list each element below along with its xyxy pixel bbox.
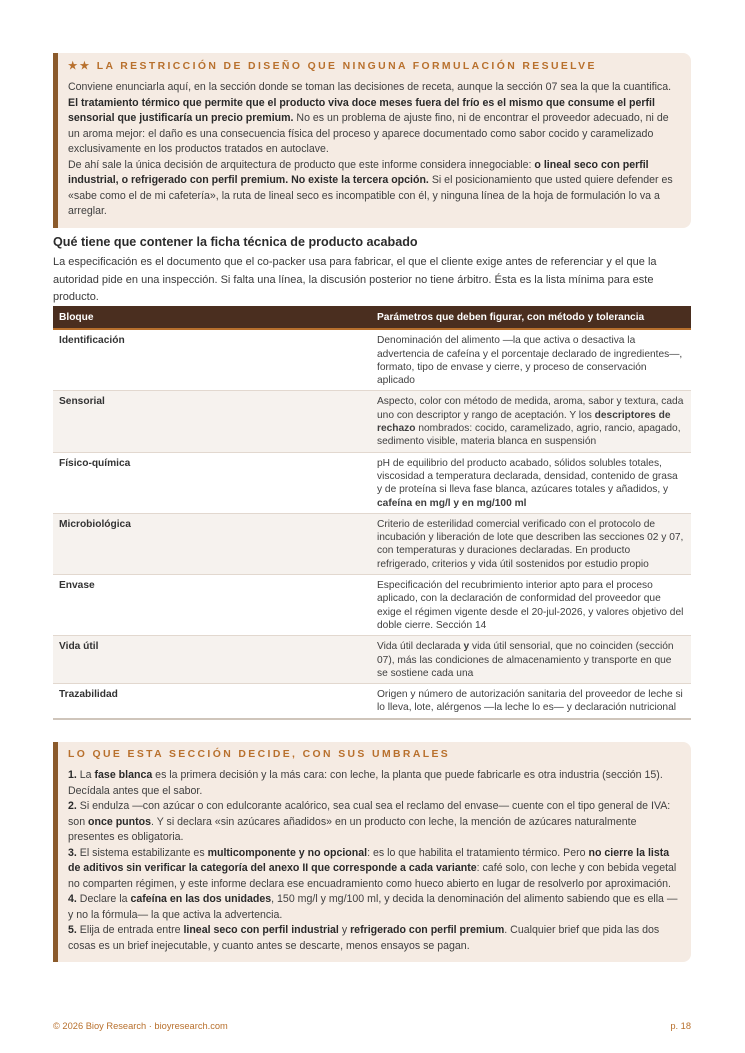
table-row <box>53 513 691 574</box>
column-header-block: Bloque <box>53 306 371 329</box>
item-text: : café solo, con leche y con bebida vegetal no comparten régimen, y este informe declara ese encuadramiento como hueco abierto en lugar de resolverlo por aproximación. <box>68 862 677 890</box>
row-params: Especificación del recubrimiento interior apto para el proceso aplicado, con la declaración de conformidad del proveedor que exige el régimen vigente desde el 20-jul-2026, y valores objetivo del doble cierre. Sección 14 <box>371 575 691 636</box>
callout-emphasis: o lineal seco con perfil industrial, o refrigerado con perfil premium. No existe la tercera opción. <box>68 158 649 186</box>
item-text: y <box>338 924 351 936</box>
row-params <box>371 452 691 513</box>
decisions-callout <box>53 742 691 962</box>
page-number: p. 18 <box>670 1021 691 1031</box>
callout-title: LO QUE ESTA SECCIÓN DECIDE, CON SUS UMBRALES <box>68 749 451 760</box>
item-number: 5. <box>68 924 77 936</box>
cell-text: Vida útil declarada <box>377 641 464 653</box>
table-header-row <box>53 306 691 329</box>
section-heading: Qué tiene que contener la ficha técnica de producto acabado <box>53 235 418 249</box>
section-intro: La especificación es el documento que el co-packer usa para fabricar, el que el cliente exige antes de referenciar y el que la autoridad pide en una inspección. Si falta una línea, la discusión posterior no tiene árbitro. Ésta es la lista mínima para este producto. <box>53 256 657 303</box>
callout-text: Conviene enunciarla aquí, en la sección donde se toman las decisiones de receta, aunque la sección 07 sea la que la cuantifica. <box>68 81 672 93</box>
callout-text: No es un problema de ajuste fino, ni de encontrar el proveedor adecuado, ni de un aroma mejor: el daño es una consecuencia física del proceso y aparece documentado como sabor cocido y caramelizado exclusivamente en los productos tratados en autoclave. <box>68 112 669 155</box>
item-text: Elija de entrada entre <box>76 924 184 936</box>
cell-text: nombrados: cocido, caramelizado, agrio, rancio, apagado, sedimento visible, materia blanca en suspensión <box>377 423 681 448</box>
item-number: 3. <box>68 846 77 859</box>
item-text: , 150 mg/l y mg/100 ml, y decida la denominación del alimento sabiendo que es ella —y no la fórmula— la que activa la advertencia. <box>68 893 678 921</box>
table-row <box>53 575 691 636</box>
table-row <box>53 391 691 452</box>
row-params <box>371 636 691 684</box>
callout-body <box>68 768 681 954</box>
row-block: Sensorial <box>53 391 371 452</box>
page-footer <box>53 1021 691 1031</box>
callout-emphasis: El tratamiento térmico que permite que el producto viva doce meses fuera del frío es el mismo que consume el perfil sensorial que justificaría un precio premium. <box>68 96 655 124</box>
cell-text: pH de equilibrio del producto acabado, sólidos solubles totales, viscosidad a temperatura declarada, densidad, contenido de grasa y de proteína si lleva fase blanca, azúcares totales y añadidos, y <box>377 457 678 496</box>
column-header-params: Parámetros que deben figurar, con método y tolerancia <box>371 306 691 329</box>
row-block: Identificación <box>53 329 371 391</box>
callout-text: Si el posicionamiento que usted quiere defender es «sabe como el de mi cafetería», la ruta de lineal seco es incompatible con él, y ninguna línea de la hoja de formulación lo va a arreglar. <box>68 174 673 217</box>
item-number: 4. <box>68 893 77 905</box>
table-row <box>53 636 691 684</box>
callout-title: ★★ LA RESTRICCIÓN DE DISEÑO QUE NINGUNA FORMULACIÓN RESUELVE <box>68 61 597 72</box>
row-block: Microbiológica <box>53 513 371 574</box>
table-row <box>53 684 691 719</box>
item-text: . Cualquier brief que pida las dos cosas es un brief inejecutable, y cuanto antes se descarte, menos ensayos se pagan. <box>68 924 660 952</box>
callout-body <box>68 80 681 220</box>
item-text: El sistema estabilizante es <box>76 846 208 859</box>
item-text: La <box>76 769 95 781</box>
item-emphasis: multicomponente y no opcional <box>207 846 368 859</box>
item-emphasis: refrigerado con perfil premium <box>350 924 505 936</box>
item-emphasis: lineal seco con perfil industrial <box>183 924 339 936</box>
restriction-callout <box>53 53 691 228</box>
cell-emphasis: descriptores de rechazo <box>377 409 671 435</box>
row-block: Envase <box>53 575 371 636</box>
cell-emphasis: cafeína en mg/l y en mg/100 ml <box>377 497 527 509</box>
cell-text: vida útil sensorial, que no coinciden (sección 07), más las condiciones de almacenamiento y transporte en que se sostiene cada una <box>377 641 674 679</box>
item-number: 2. <box>68 800 77 812</box>
row-params: Origen y número de autorización sanitaria del proveedor de leche si lo lleva, lote, alérgenos —la leche lo es— y declaración nutricional <box>371 684 691 719</box>
cell-text: Aspecto, color con método de medida, aroma, sabor y textura, cada uno con descriptor y rango de aceptación. Y los <box>377 396 684 421</box>
spec-table <box>53 306 691 720</box>
row-block: Vida útil <box>53 636 371 684</box>
item-text: . Y si declara «sin azúcares añadidos» en un producto con leche, la mención de azúcares naturalmente presentes es obligatoria. <box>68 815 637 843</box>
table-row <box>53 329 691 391</box>
row-params: Denominación del alimento —la que activa o desactiva la advertencia de cafeína y el porcentaje declarado de ingredientes—, formato, tipo de envase y cierre, y proceso de conservación aplicado <box>371 329 691 391</box>
item-text: es la primera decisión y la más cara: con leche, la planta que puede fabricarle es otra industria (sección 15). Decídala antes que el sabor. <box>68 769 663 797</box>
item-number: 1. <box>68 769 77 781</box>
item-text: Si endulza —con azúcar o con edulcorante acalórico, sea cual sea el reclamo del envase— cuente con el tipo general de IVA: son <box>68 800 671 828</box>
row-params <box>371 391 691 452</box>
item-text: : es lo que habilita el tratamiento térmico. Pero <box>367 846 589 859</box>
cell-emphasis: y <box>463 641 470 653</box>
row-params: Criterio de esterilidad comercial verificado con el protocolo de incubación y liberación de lote que describen las secciones 02 y 07, con temperaturas y duraciones declaradas. En producto refrigerado, criterios y vida útil sostenidos por estudio propio <box>371 513 691 574</box>
row-block: Físico-química <box>53 452 371 513</box>
item-emphasis: cafeína en las dos unidades <box>130 893 272 905</box>
item-emphasis: once puntos <box>88 815 152 828</box>
footer-credit-link[interactable]: © 2026 Bioy Research · bioyresearch.com <box>53 1021 228 1031</box>
item-emphasis: no cierre la lista de aditivos sin verificar la categoría del anexo II que corresponde a cada variante <box>68 846 670 874</box>
item-emphasis: fase blanca <box>94 769 153 781</box>
table-row <box>53 452 691 513</box>
callout-text: De ahí sale la única decisión de arquitectura de producto que este informe considera innegociable: <box>68 158 535 171</box>
row-block: Trazabilidad <box>53 684 371 719</box>
item-text: Declare la <box>76 893 131 905</box>
